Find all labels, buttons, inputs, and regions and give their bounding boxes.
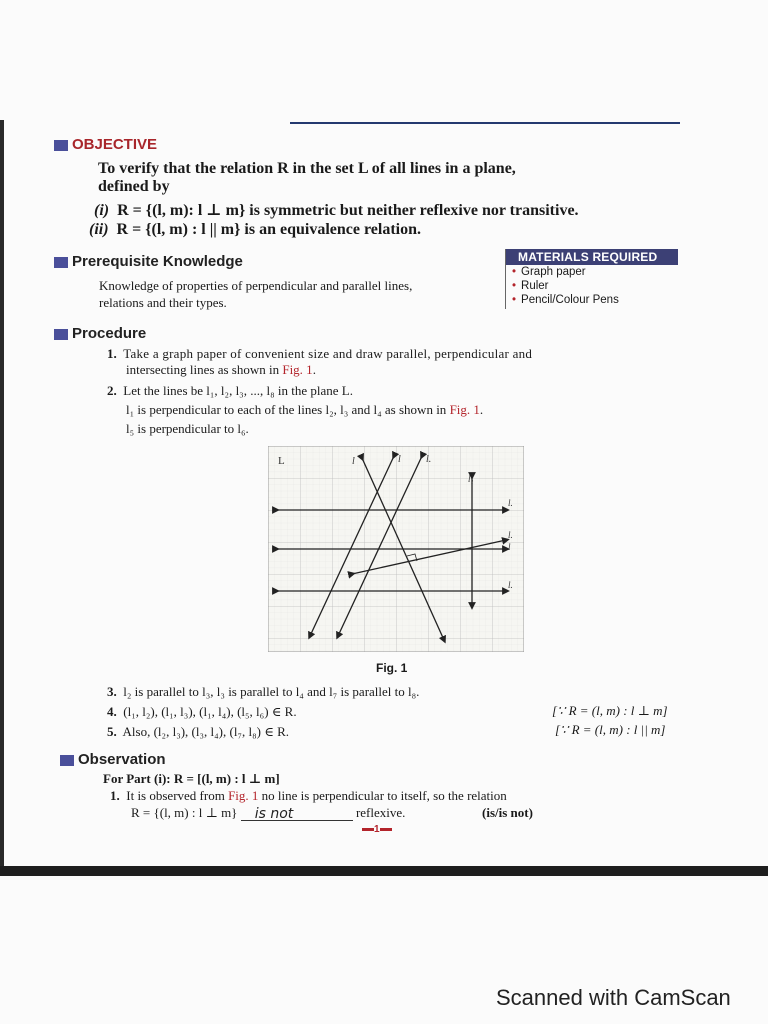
line-label: l. (426, 454, 432, 465)
line-label: l. (508, 580, 513, 590)
objective-line1: To verify that the relation R in the set L of all lines in a plane, (98, 160, 516, 177)
line-label: l. (508, 498, 513, 508)
procedure-step1: 1. Take a graph paper of convenient size and draw parallel, perpendicular and (107, 346, 533, 361)
observation-item1-choice: (is/is not) (482, 805, 533, 820)
prerequisite-line1: Knowledge of properties of perpendicular and parallel lines, (99, 278, 413, 293)
section-square-icon (54, 257, 68, 268)
fig-ref-link[interactable]: Fig. 1 (228, 788, 259, 803)
materials-item: • Pencil/Colour Pens (512, 294, 619, 306)
top-rule (290, 122, 680, 124)
line-label: l (508, 542, 511, 552)
materials-item: • Ruler (512, 280, 549, 292)
page-edge-shadow (0, 120, 4, 872)
figure-caption: Fig. 1 (376, 661, 408, 675)
objective-item1-label: (i) (94, 202, 110, 219)
handwritten-answer: is not (254, 806, 294, 822)
scanner-watermark: Scanned with CamScan (496, 985, 731, 1010)
observation-item1-line2: R = {(l, m) : l ⊥ m} is not reflexive. (131, 805, 406, 822)
objective-item2-label: (ii) (89, 221, 109, 238)
procedure-step2-line3: l₅ is perpendicular to l₆. (126, 421, 249, 436)
prerequisite-heading: Prerequisite Knowledge (54, 253, 243, 270)
answer-blank[interactable] (241, 806, 353, 821)
observation-part-label: For Part (i): R = [(l, m) : l ⊥ m] (103, 771, 280, 786)
observation-item1: 1. It is observed from Fig. 1 no line is perpendicular to itself, so the relation (110, 788, 507, 803)
materials-box (505, 249, 678, 309)
objective-item2-text: R = {(l, m) : l || m} is an equivalence relation. (116, 221, 421, 238)
page-bottom-edge (0, 866, 768, 876)
procedure-step5: 5. Also, (l₂, l₃), (l₃, l₄), (l₇, l₈) ∈ R. (107, 724, 289, 739)
procedure-step4: 4. (l₁, l₂), (l₁, l₃), (l₁, l₄), (l₅, l₆) ∈ R. (107, 704, 297, 719)
prerequisite-line2: relations and their types. (99, 295, 227, 310)
line-label: l (398, 454, 401, 465)
objective-item1-text: R = {(l, m): l ⊥ m} is symmetric but neither reflexive nor transitive. (117, 202, 579, 219)
fig-ref-link[interactable]: Fig. 1 (449, 402, 480, 417)
procedure-step5-reason: [∵ R = (l, m) : l || m] (555, 722, 666, 737)
figure-corner-label: L (278, 455, 285, 467)
objective-line2: defined by (98, 178, 170, 195)
section-square-icon (54, 329, 68, 340)
observation-heading: Observation (60, 751, 166, 768)
procedure-step4-reason: [∵ R = (l, m) : l ⊥ m] (552, 703, 668, 718)
objective-heading: OBJECTIVE (54, 136, 157, 153)
figure-graph (268, 446, 524, 652)
procedure-step3: 3. l₂ is parallel to l₃, l₃ is parallel to l₄ and l₇ is parallel to l₈. (107, 684, 420, 699)
line-label: l. (508, 530, 513, 540)
objective-item2 (89, 221, 421, 239)
line-label: l (352, 456, 355, 467)
section-square-icon (60, 755, 74, 766)
materials-item: • Graph paper (512, 266, 586, 278)
section-square-icon (54, 140, 68, 151)
procedure-step2-line2: l₁ is perpendicular to each of the lines l₂, l₃ and l₄ as shown in Fig. 1. (126, 402, 484, 417)
line-label: l₁ (468, 474, 474, 484)
procedure-step2: 2. Let the lines be l₁, l₂, l₃, ..., l₈ in the plane L. (107, 383, 353, 398)
fig-ref-link[interactable]: Fig. 1 (282, 362, 313, 377)
procedure-step1-line2: intersecting lines as shown in Fig. 1. (126, 362, 316, 377)
procedure-heading: Procedure (54, 325, 146, 342)
objective-item1 (94, 200, 579, 220)
materials-heading: MATERIALS REQUIRED (506, 249, 678, 265)
page-number: 1 (362, 824, 392, 835)
